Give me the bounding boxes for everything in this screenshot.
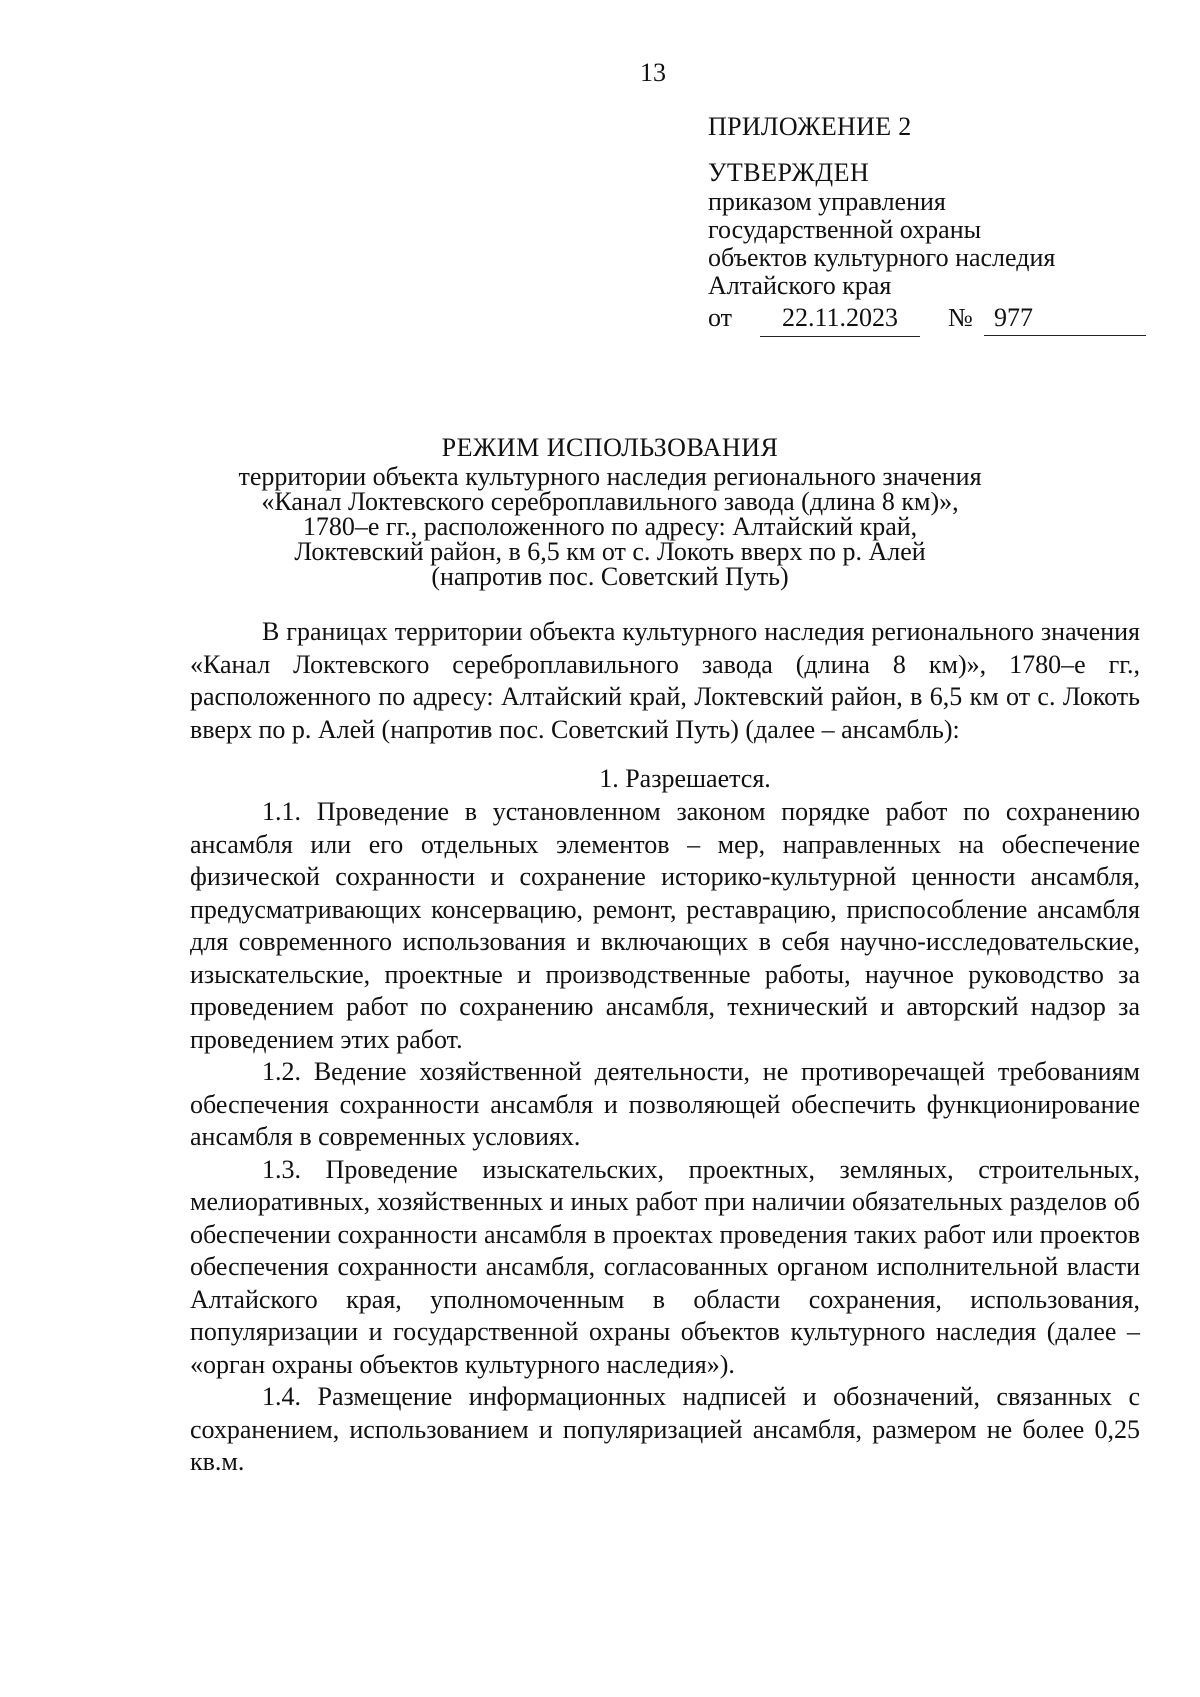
title-line: территории объекта культурного наследия регионального значения	[238, 462, 982, 491]
order-date: 22.11.2023	[760, 302, 920, 337]
list-item: 1.1. Проведение в установленном законом порядке работ по сохранению ансамбля или его отдельных элементов – мер, направленных на обеспечение физической сохранности и сохранение историко-культурной ценности ансамбля, предусматривающих консервацию, ремонт, реставрацию, приспособление ансамбля для современного использования и включающих в себя научно-исследовательские, изыскательские, проектные и производственные работы, научное руководство за проведением работ по сохранению ансамбля, технический и авторский надзор за проведением этих работ.	[190, 797, 1140, 1054]
title-line: 1780–е гг., расположенного по адресу: Алтайский край,	[302, 512, 918, 541]
order-line: приказом управления	[708, 187, 946, 216]
document-title-block	[170, 432, 1050, 589]
order-line: объектов культурного наследия	[708, 243, 1056, 272]
order-line: Алтайского края	[708, 271, 892, 300]
title-line: «Канал Локтевского сереброплавильного завода (длина 8 км)»,	[261, 487, 959, 516]
list-item: 1.3. Проведение изыскательских, проектных, земляных, строительных, мелиоративных, хозяйственных и иных работ при наличии обязательных разделов об обеспечении сохранности ансамбля в проектах проведения таких работ или проектов обеспечения сохранности ансамбля, согласованных органом исполнительной власти Алтайского края, уполномоченным в области сохранения, использования, популяризации и государственной охраны объектов культурного наследия (далее – «орган охраны объектов культурного наследия»).	[190, 1154, 1140, 1379]
approved-label: УТВЕРЖДЕН	[708, 158, 870, 187]
order-line: государственной охраны	[708, 215, 982, 244]
document-title: РЕЖИМ ИСПОЛЬЗОВАНИЯ	[441, 433, 779, 462]
page-number: 13	[640, 58, 666, 87]
intro-paragraph: В границах территории объекта культурного наследия регионального значения «Канал Локтевского сереброплавильного завода (длина 8 км)», 1780–е гг., расположенного по адресу: Алтайский край, Локтевский район, в 6,5 км от с. Локоть вверх по р. Алей (напротив пос. Советский Путь) (далее – ансамбль):	[190, 617, 1140, 744]
document-body	[190, 616, 1140, 1479]
from-label: от	[708, 303, 733, 332]
appendix-label: ПРИЛОЖЕНИЕ 2	[708, 112, 912, 141]
order-date-number-row	[708, 302, 1148, 338]
list-item: 1.2. Ведение хозяйственной деятельности, не противоречащей требованиям обеспечения сохранности ансамбля и позволяющей обеспечить функционирование ансамбля в современных условиях.	[190, 1057, 1140, 1151]
approval-block	[708, 110, 1148, 338]
list-item: 1.4. Размещение информационных надписей и обозначений, связанных с сохранением, использованием и популяризацией ансамбля, размером не более 0,25 кв.м.	[190, 1382, 1140, 1476]
number-sign: №	[948, 303, 973, 332]
order-number: 977	[984, 302, 1146, 336]
section-heading: 1. Разрешается.	[599, 764, 771, 793]
title-line: (напротив пос. Советский Путь)	[431, 562, 789, 591]
title-line: Локтевский район, в 6,5 км от с. Локоть вверх по р. Алей	[294, 537, 926, 566]
